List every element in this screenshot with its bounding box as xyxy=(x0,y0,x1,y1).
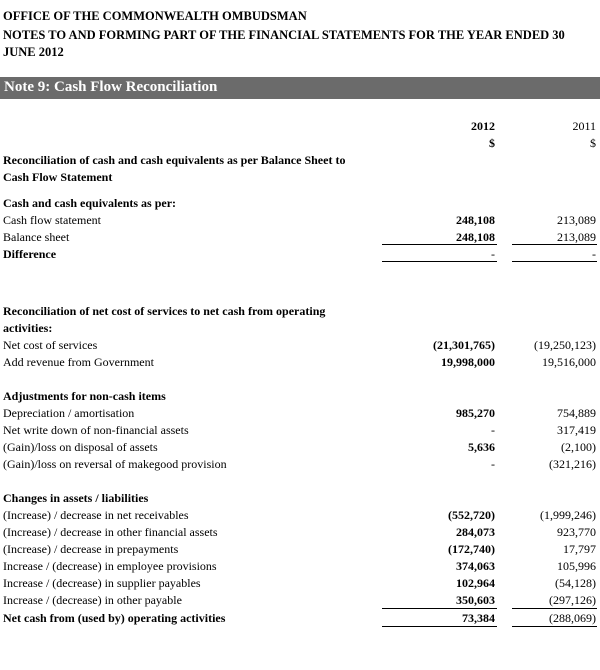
value-2011: 19,516,000 xyxy=(542,355,596,369)
value-2012: - xyxy=(491,457,495,471)
row-label: Balance sheet xyxy=(3,230,70,244)
section-heading: Changes in assets / liabilities xyxy=(3,491,149,505)
value-2012: (552,720) xyxy=(448,508,495,522)
note-title: Note 9: Cash Flow Reconciliation xyxy=(4,79,218,95)
value-2012: 985,270 xyxy=(456,406,495,420)
rule-line xyxy=(382,626,497,627)
row-label: (Gain)/loss on disposal of assets xyxy=(3,440,158,454)
value-2011: 923,770 xyxy=(557,525,596,539)
total-2011: (288,069) xyxy=(549,611,596,625)
rule-line xyxy=(512,261,597,262)
section-heading: Reconciliation of net cost of services to net cash from operating xyxy=(3,304,326,318)
value-2012: 374,063 xyxy=(456,559,495,573)
section-heading-cont: Cash Flow Statement xyxy=(3,170,113,184)
row-label: Net write down of non-financial assets xyxy=(3,423,189,437)
col-header-2012: 2012 xyxy=(471,119,495,133)
row-label: (Increase) / decrease in prepayments xyxy=(3,542,179,556)
row-label: Net cost of services xyxy=(3,338,98,352)
value-2012: - xyxy=(491,247,495,261)
row-label: (Increase) / decrease in other financial assets xyxy=(3,525,218,539)
total-label: Net cash from (used by) operating activities xyxy=(3,611,226,625)
value-2011: - xyxy=(592,247,596,261)
row-label: Depreciation / amortisation xyxy=(3,406,135,420)
value-2012: 19,998,000 xyxy=(441,355,495,369)
row-label: Cash flow statement xyxy=(3,213,101,227)
document-subtitle: NOTES TO AND FORMING PART OF THE FINANCIAL STATEMENTS FOR THE YEAR ENDED 30 xyxy=(3,28,565,42)
row-label: (Gain)/loss on reversal of makegood provision xyxy=(3,457,227,471)
note-title-bar xyxy=(0,77,600,99)
value-2012: 284,073 xyxy=(456,525,495,539)
value-2012: 350,603 xyxy=(456,593,495,607)
row-label: Increase / (decrease) in supplier payables xyxy=(3,576,201,590)
value-2011: 213,089 xyxy=(557,213,596,227)
value-2011: 213,089 xyxy=(557,230,596,244)
section-heading-cont: activities: xyxy=(3,321,53,335)
section-heading: Reconciliation of cash and cash equivalents as per Balance Sheet to xyxy=(3,153,346,167)
document-subtitle-cont: JUNE 2012 xyxy=(3,45,64,59)
rule-line xyxy=(512,608,597,609)
value-2012: 248,108 xyxy=(456,213,495,227)
value-2011: (297,126) xyxy=(549,593,596,607)
value-2011: (321,216) xyxy=(549,457,596,471)
rule-line xyxy=(382,244,497,245)
col-unit-2012: $ xyxy=(489,136,495,150)
rule-line xyxy=(382,608,497,609)
rule-line xyxy=(382,261,497,262)
value-2012: 5,636 xyxy=(468,440,495,454)
value-2011: 105,996 xyxy=(557,559,596,573)
col-unit-2011: $ xyxy=(590,136,596,150)
value-2011: 17,797 xyxy=(563,542,596,556)
document-title: OFFICE OF THE COMMONWEALTH OMBUDSMAN xyxy=(3,9,307,23)
value-2011: (54,128) xyxy=(555,576,596,590)
value-2012: (21,301,765) xyxy=(433,338,495,352)
row-label: Add revenue from Government xyxy=(3,355,154,369)
value-2012: - xyxy=(491,423,495,437)
row-label: (Increase) / decrease in net receivables xyxy=(3,508,189,522)
section-subheading: Cash and cash equivalents as per: xyxy=(3,196,177,210)
rule-line xyxy=(512,626,597,627)
row-label: Increase / (decrease) in other payable xyxy=(3,593,182,607)
col-header-2011: 2011 xyxy=(572,119,596,133)
value-2012: 248,108 xyxy=(456,230,495,244)
value-2011: 317,419 xyxy=(557,423,596,437)
row-label: Increase / (decrease) in employee provisions xyxy=(3,559,217,573)
value-2011: (2,100) xyxy=(561,440,596,454)
row-label: Difference xyxy=(3,247,57,261)
total-2012: 73,384 xyxy=(462,611,495,625)
value-2012: 102,964 xyxy=(456,576,495,590)
value-2011: (19,250,123) xyxy=(534,338,596,352)
rule-line xyxy=(512,244,597,245)
value-2011: (1,999,246) xyxy=(540,508,596,522)
value-2012: (172,740) xyxy=(448,542,495,556)
value-2011: 754,889 xyxy=(557,406,596,420)
section-heading: Adjustments for non-cash items xyxy=(3,389,166,403)
